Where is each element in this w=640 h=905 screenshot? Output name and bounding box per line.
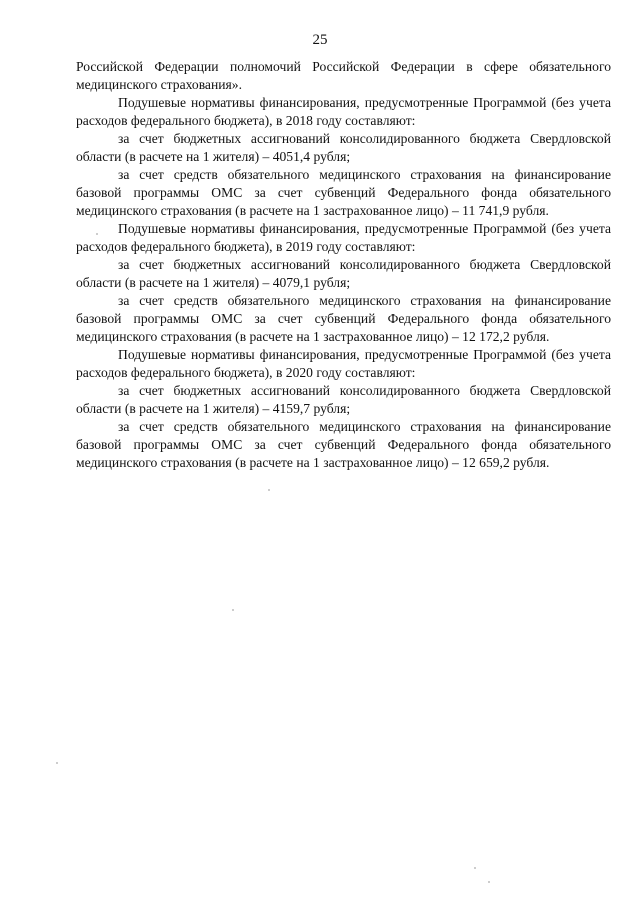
paragraph-2020-oms: за счет средств обязательного медицинского страхования на финансирование базовой программы ОМС за счет субвенций Федерального фонда обязательного медицинского страхования (в расчете на 1 застрахованное лицо) – 12 659,2 рубля. — [76, 419, 611, 470]
paragraph-2020-budget: за счет бюджетных ассигнований консолидированного бюджета Свердловской области (в расчете на 1 жителя) – 4159,7 рубля; — [76, 383, 611, 416]
scan-speck — [488, 881, 490, 883]
scan-speck — [474, 867, 476, 869]
paragraph-2018-budget: за счет бюджетных ассигнований консолидированного бюджета Свердловской области (в расчете на 1 жителя) – 4051,4 рубля; — [76, 131, 611, 164]
paragraph-2020-intro: Подушевые нормативы финансирования, предусмотренные Программой (без учета расходов федерального бюджета), в 2020 году составляют: — [76, 347, 611, 380]
paragraph-2019-intro: Подушевые нормативы финансирования, предусмотренные Программой (без учета расходов федерального бюджета), в 2019 году составляют: — [76, 221, 611, 254]
scan-speck — [268, 489, 270, 491]
document-body — [76, 58, 611, 472]
scan-speck — [96, 233, 98, 235]
scan-speck — [56, 762, 58, 764]
scan-speck — [232, 609, 234, 611]
paragraph-2019-budget: за счет бюджетных ассигнований консолидированного бюджета Свердловской области (в расчете на 1 жителя) – 4079,1 рубля; — [76, 257, 611, 290]
paragraph-2018-intro: Подушевые нормативы финансирования, предусмотренные Программой (без учета расходов федерального бюджета), в 2018 году составляют: — [76, 95, 611, 128]
page-number: 25 — [312, 32, 328, 48]
paragraph-continuation: Российской Федерации полномочий Российской Федерации в сфере обязательного медицинского страхования». — [76, 59, 611, 92]
paragraph-2019-oms: за счет средств обязательного медицинского страхования на финансирование базовой программы ОМС за счет субвенций Федерального фонда обязательного медицинского страхования (в расчете на 1 застрахованное лицо) – 12 172,2 рубля. — [76, 293, 611, 344]
paragraph-2018-oms: за счет средств обязательного медицинского страхования на финансирование базовой программы ОМС за счет субвенций Федерального фонда обязательного медицинского страхования (в расчете на 1 застрахованное лицо) – 11 741,9 рубля. — [76, 167, 611, 218]
